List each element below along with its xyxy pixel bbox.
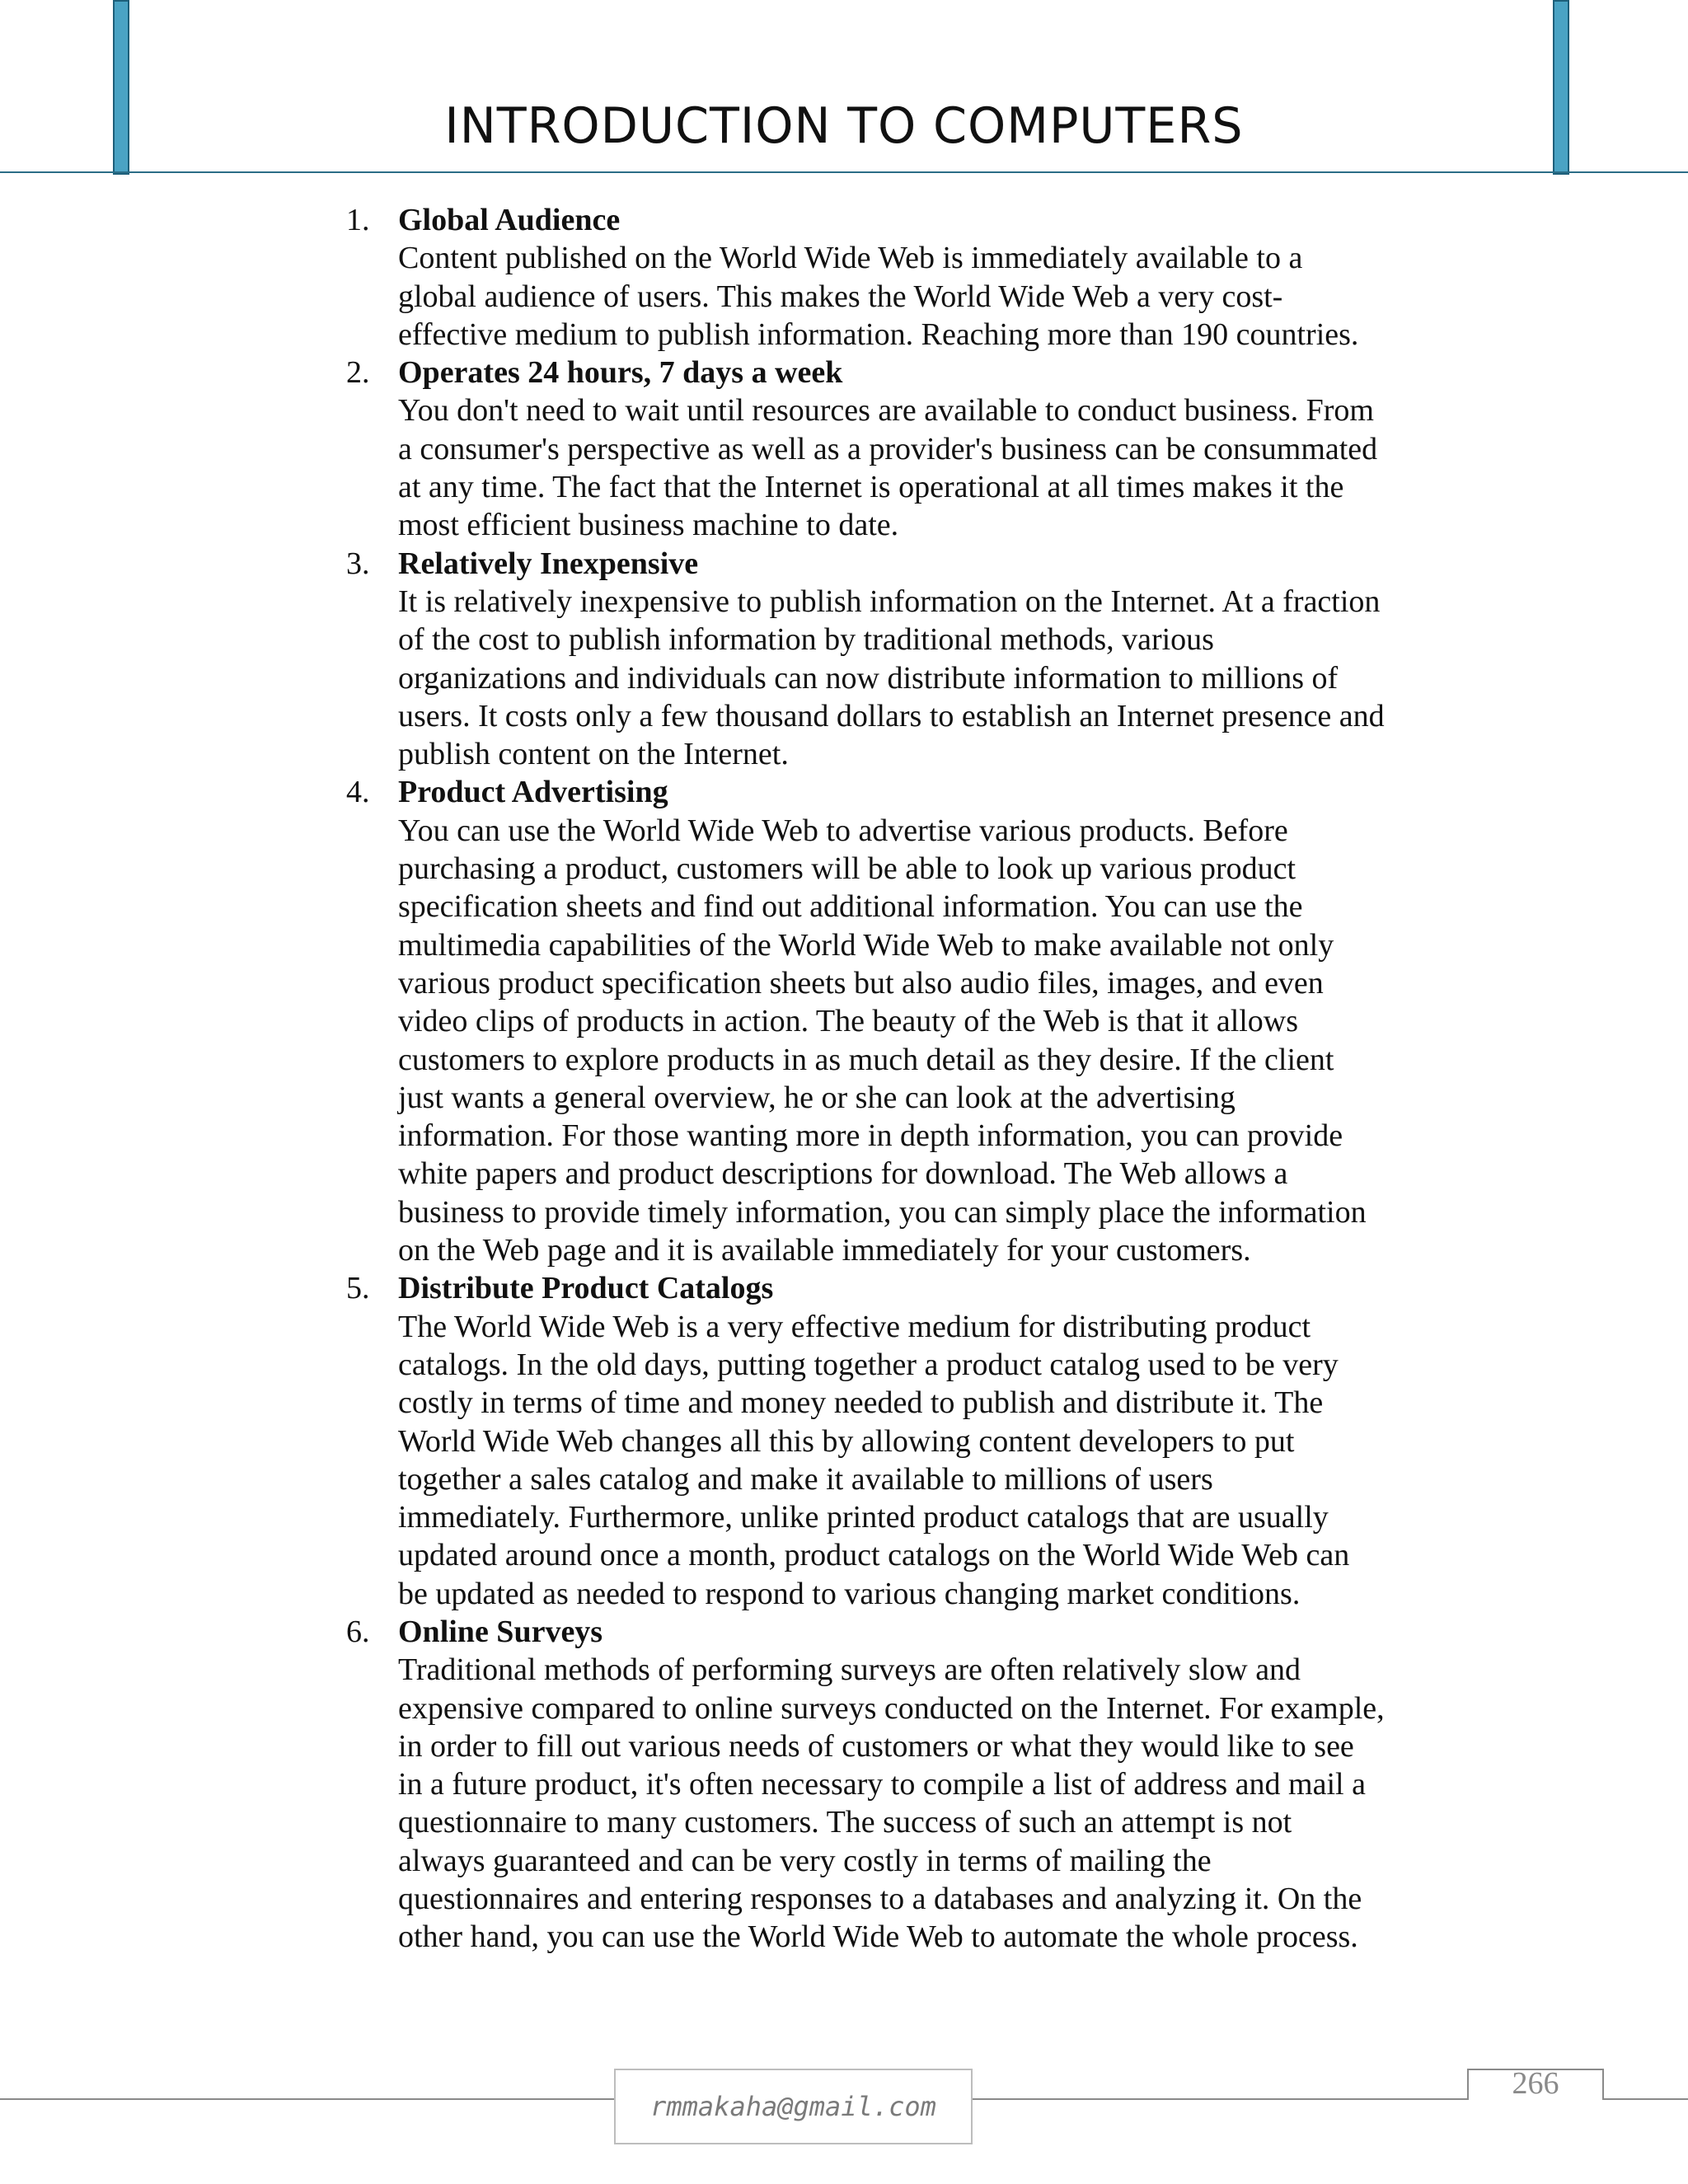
list-item-heading: Distribute Product Catalogs bbox=[398, 1271, 774, 1306]
body-line: white papers and product descriptions for download. The Web allows a bbox=[398, 1156, 1288, 1192]
body-line: in order to fill out various needs of customers or what they would like to see bbox=[398, 1728, 1354, 1764]
body-line: World Wide Web changes all this by allowing content developers to put bbox=[398, 1423, 1295, 1459]
body-line: effective medium to publish information. Reaching more than 190 countries. bbox=[398, 316, 1359, 352]
body-line: be updated as needed to respond to various changing market conditions. bbox=[398, 1576, 1301, 1611]
body-line: Traditional methods of performing surveys are often relatively slow and bbox=[398, 1652, 1301, 1688]
footer-rule-middle bbox=[973, 2098, 1467, 2100]
body-line: You don't need to wait until resources are available to conduct business. From bbox=[398, 393, 1374, 429]
body-line: updated around once a month, product catalogs on the World Wide Web can bbox=[398, 1538, 1350, 1573]
list-item-number: 1. bbox=[346, 203, 370, 237]
body-line: always guaranteed and can be very costly in terms of mailing the bbox=[398, 1843, 1212, 1878]
body-line: costly in terms of time and money needed to publish and distribute it. The bbox=[398, 1385, 1324, 1421]
list-item bbox=[346, 773, 1467, 1269]
footer-rule-left bbox=[0, 2098, 614, 2100]
body-line: of the cost to publish information by traditional methods, various bbox=[398, 622, 1214, 658]
list-item-body bbox=[398, 239, 1467, 354]
list-item-body bbox=[398, 391, 1467, 544]
list-item bbox=[346, 201, 1467, 354]
body-line: on the Web page and it is available immediately for your customers. bbox=[398, 1233, 1251, 1268]
body-line: global audience of users. This makes the World Wide Web a very cost- bbox=[398, 279, 1283, 314]
list-item-heading: Product Advertising bbox=[398, 775, 668, 810]
list-item-heading: Online Surveys bbox=[398, 1614, 603, 1649]
body-line: multimedia capabilities of the World Wide Web to make available not only bbox=[398, 927, 1334, 963]
body-line: in a future product, it's often necessary to compile a list of address and mail a bbox=[398, 1767, 1366, 1802]
list-item bbox=[346, 1269, 1467, 1613]
body-line: together a sales catalog and make it available to millions of users bbox=[398, 1461, 1213, 1497]
body-line: at any time. The fact that the Internet is operational at all times makes it the bbox=[398, 470, 1344, 505]
body-line: other hand, you can use the World Wide Web to automate the whole process. bbox=[398, 1919, 1358, 1955]
list-item-body bbox=[398, 1651, 1467, 1956]
body-line: most efficient business machine to date. bbox=[398, 508, 899, 543]
list-item-body bbox=[398, 583, 1467, 773]
body-line: It is relatively inexpensive to publish information on the Internet. At a fraction bbox=[398, 583, 1381, 619]
body-line: organizations and individuals can now distribute information to millions of bbox=[398, 660, 1339, 696]
body-line: You can use the World Wide Web to advertise various products. Before bbox=[398, 813, 1288, 848]
body-line: publish content on the Internet. bbox=[398, 737, 789, 772]
list-item-number: 3. bbox=[346, 546, 370, 581]
body-line: various product specification sheets but also audio files, images, and even bbox=[398, 965, 1324, 1001]
page-title: INTRODUCTION TO COMPUTERS bbox=[444, 97, 1244, 155]
list-item-heading: Operates 24 hours, 7 days a week bbox=[398, 355, 843, 391]
body-line: immediately. Furthermore, unlike printed product catalogs that are usually bbox=[398, 1500, 1329, 1535]
body-line: Content published on the World Wide Web is immediately available to a bbox=[398, 241, 1303, 276]
list-item bbox=[346, 545, 1467, 774]
body-line: questionnaire to many customers. The success of such an attempt is not bbox=[398, 1805, 1292, 1840]
list-item-heading: Global Audience bbox=[398, 203, 621, 237]
footer-rule-right bbox=[1604, 2098, 1688, 2100]
body-line: users. It costs only a few thousand dollars to establish an Internet presence and bbox=[398, 698, 1385, 733]
body-line: a consumer's perspective as well as a provider's business can be consummated bbox=[398, 431, 1378, 466]
body-line: catalogs. In the old days, putting together a product catalog used to be very bbox=[398, 1347, 1339, 1382]
body-line: expensive compared to online surveys conducted on the Internet. For example, bbox=[398, 1690, 1385, 1726]
footer-email: rmmakaha@gmail.com bbox=[614, 2069, 973, 2144]
list-item-number: 2. bbox=[346, 355, 370, 391]
list-item-number: 6. bbox=[346, 1614, 370, 1649]
body-line: customers to explore products in as much detail as they desire. If the client bbox=[398, 1042, 1334, 1077]
body-line: video clips of products in action. The beauty of the Web is that it allows bbox=[398, 1004, 1299, 1039]
body-line: just wants a general overview, he or she can look at the advertising bbox=[398, 1080, 1236, 1115]
header-rule bbox=[0, 171, 1688, 173]
body-line: The World Wide Web is a very effective medium for distributing product bbox=[398, 1309, 1311, 1344]
list-item-number: 4. bbox=[346, 775, 370, 810]
list-item-body bbox=[398, 1308, 1467, 1613]
list-item bbox=[346, 354, 1467, 544]
list-item-body bbox=[398, 812, 1467, 1270]
list-item-number: 5. bbox=[346, 1271, 370, 1306]
list-item-heading: Relatively Inexpensive bbox=[398, 546, 699, 581]
body-line: purchasing a product, customers will be able to look up various product bbox=[398, 851, 1296, 887]
list-item bbox=[346, 1613, 1467, 1957]
body-line: questionnaires and entering responses to a databases and analyzing it. On the bbox=[398, 1882, 1362, 1917]
body-line: specification sheets and find out additional information. You can use the bbox=[398, 889, 1303, 925]
page-number: 266 bbox=[1512, 2066, 1559, 2101]
body-line: information. For those wanting more in depth information, you can provide bbox=[398, 1118, 1343, 1154]
numbered-list bbox=[346, 201, 1467, 1957]
body-line: business to provide timely information, you can simply place the information bbox=[398, 1194, 1367, 1230]
